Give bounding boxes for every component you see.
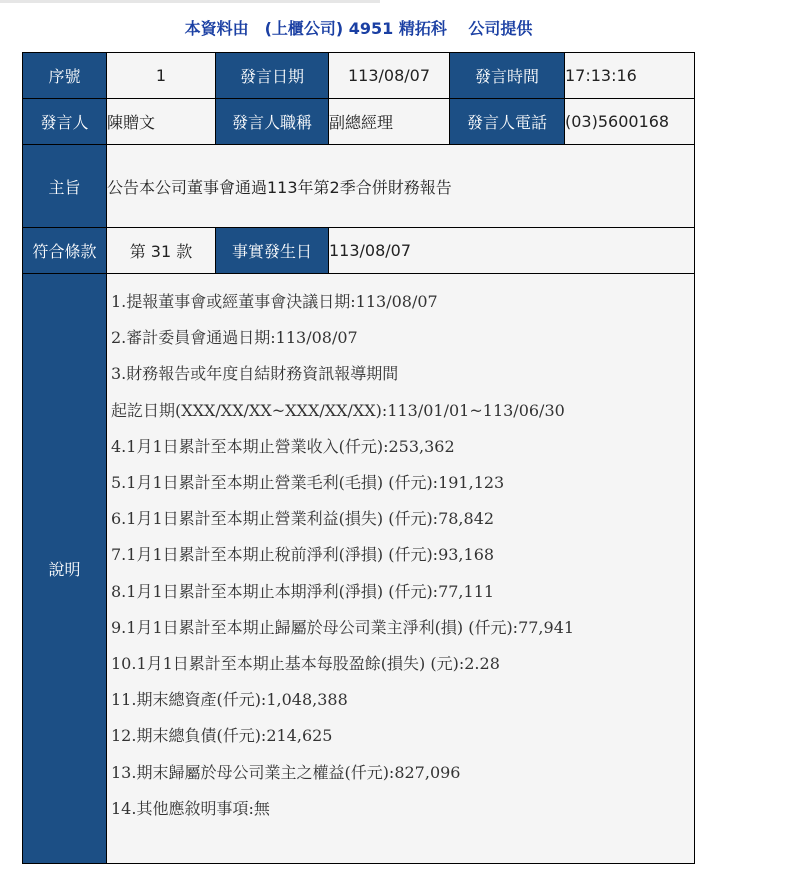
description-line: 14.其他應敘明事項:無 [111, 798, 270, 818]
top-divider [0, 0, 380, 3]
subject-label: 主旨 [23, 145, 107, 228]
description-line: 起訖日期(XXX/XX/XX~XXX/XX/XX):113/01/01~113/06/30 [111, 400, 565, 420]
date-label: 發言日期 [216, 53, 329, 99]
clause-value: 第 31 款 [107, 228, 216, 274]
seq-value: 1 [107, 53, 216, 99]
row-clause [23, 228, 695, 274]
description-line: 12.期末總負債(仟元):214,625 [111, 726, 333, 746]
description-line: 13.期末歸屬於母公司業主之權益(仟元):827,096 [111, 762, 461, 782]
description-line: 10.1月1日累計至本期止基本每股盈餘(損失) (元):2.28 [111, 654, 500, 674]
announcement-table [22, 52, 695, 864]
description-cell [107, 274, 695, 864]
row-subject [23, 145, 695, 228]
description-lines [107, 274, 694, 827]
description-line: 7.1月1日累計至本期止稅前淨利(淨損) (仟元):93,168 [111, 545, 495, 565]
description-line: 8.1月1日累計至本期止本期淨利(淨損) (仟元):77,111 [111, 581, 495, 601]
row-seq-date-time [23, 53, 695, 99]
description-line: 4.1月1日累計至本期止營業收入(仟元):253,362 [111, 436, 455, 456]
description-line: 1.提報董事會或經董事會決議日期:113/08/07 [111, 292, 438, 311]
speaker-title-value: 副總經理 [329, 99, 450, 145]
speaker-phone-label: 發言人電話 [450, 99, 565, 145]
time-label: 發言時間 [450, 53, 565, 99]
description-line: 9.1月1日累計至本期止歸屬於母公司業主淨利(損) (仟元):77,941 [111, 617, 575, 637]
time-value: 17:13:16 [565, 53, 695, 99]
page-header: 本資料由 (上櫃公司) 4951 精拓科 公司提供 [184, 19, 533, 38]
date-value: 113/08/07 [329, 53, 450, 99]
row-speaker [23, 99, 695, 145]
description-line: 3.財務報告或年度自結財務資訊報導期間 [111, 364, 399, 384]
speaker-title-label: 發言人職稱 [216, 99, 329, 145]
event-date-value: 113/08/07 [329, 228, 695, 274]
seq-label: 序號 [23, 53, 107, 99]
description-line: 5.1月1日累計至本期止營業毛利(毛損) (仟元):191,123 [111, 473, 505, 493]
description-label: 說明 [23, 274, 107, 864]
description-line: 11.期末總資產(仟元):1,048,388 [111, 690, 348, 710]
subject-text: 公告本公司董事會通過113年第2季合併財務報告 [107, 145, 695, 228]
row-description [23, 274, 695, 864]
event-date-label: 事實發生日 [216, 228, 329, 274]
description-line: 2.審計委員會通過日期:113/08/07 [111, 328, 358, 348]
speaker-label: 發言人 [23, 99, 107, 145]
clause-label: 符合條款 [23, 228, 107, 274]
speaker-value: 陳贈文 [107, 99, 216, 145]
description-line: 6.1月1日累計至本期止營業利益(損失) (仟元):78,842 [111, 509, 495, 529]
speaker-phone-value: (03)5600168 [565, 99, 695, 145]
